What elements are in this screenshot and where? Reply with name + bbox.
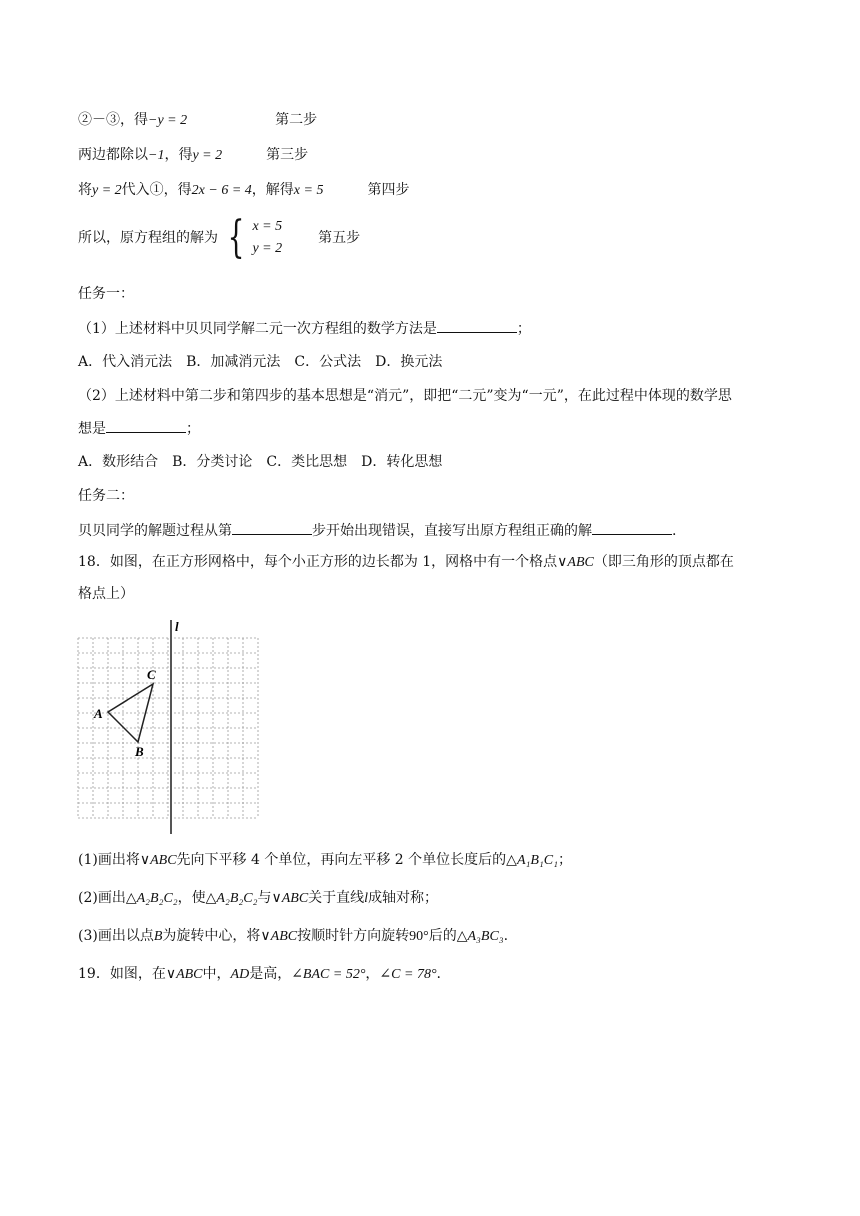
q19-c: 是高，: [249, 966, 292, 982]
answer-blank[interactable]: [232, 520, 312, 535]
task2-text-b: 步开始出现错误，直接写出原方程组正确的解: [312, 523, 592, 539]
q18-line2: 格点上）: [78, 586, 134, 602]
q18-sub1-result: △A₁B₁C₁: [506, 853, 558, 868]
answer-blank[interactable]: [437, 318, 517, 333]
answer-blank[interactable]: [106, 418, 186, 433]
step-three-text-a: 两边都除以: [78, 147, 148, 163]
q19-ad: AD: [230, 967, 250, 982]
q19-angle-bac: ∠BAC = 52°: [291, 967, 366, 982]
step-five-line: [78, 212, 361, 263]
q19-b: 中，: [202, 966, 231, 982]
system-row-2: y = 2: [252, 241, 283, 256]
q18-sub1: [78, 850, 572, 871]
q18-sub1-b: 先向下平移 4 个单位，再向左平移 2 个单位长度后的: [176, 852, 507, 868]
step-three-text-b: ，得: [164, 147, 193, 163]
task2-title: 任务二：: [78, 488, 134, 504]
task2-end: .: [672, 523, 677, 539]
step-three-math-a: −1: [148, 148, 165, 163]
step-two-text: ②－③，得: [78, 112, 148, 128]
step-four-math-b: 2x − 6 = 4: [191, 183, 252, 198]
q19-d: ，: [365, 966, 380, 982]
brace-symbol: {: [228, 212, 245, 263]
q18-triangle: ∨ABC: [557, 555, 594, 570]
q19-angle-c: ∠C = 78°: [379, 967, 437, 982]
q18-sub2-c: 与: [257, 890, 272, 906]
task1-q2-end: ；: [186, 421, 200, 437]
task1-q1-end: ；: [516, 321, 531, 337]
step-five-label: 第五步: [318, 230, 361, 246]
answer-blank[interactable]: [592, 520, 672, 535]
q18-sub3-result: △A₃BC₃: [456, 929, 504, 944]
step-four-math-c: x = 5: [293, 183, 324, 198]
step-four-line: [78, 180, 409, 201]
step-four-label: 第四步: [367, 182, 410, 198]
task1-q1: [78, 318, 531, 339]
q18-sub2-triangle: ∨ABC: [271, 891, 309, 906]
q19-a: 19．如图，在: [78, 966, 166, 982]
q19-end: .: [436, 966, 441, 982]
q19-triangle: ∨ABC: [165, 967, 203, 982]
q18-sub3-point-b: B: [153, 929, 163, 944]
grid-figure: [70, 612, 270, 837]
q18-sub3-end: .: [503, 928, 509, 944]
step-five-text: 所以，原方程组的解为: [78, 230, 218, 246]
task1-q1-options: A．代入消元法 B．加减消元法 C．公式法 D．换元法: [78, 354, 443, 370]
q18-sub2-line-l: l: [364, 891, 369, 906]
q18-sub2: [78, 888, 438, 909]
step-four-math-a: y = 2: [92, 183, 122, 198]
q18-text-end: （即三角形的顶点都在: [593, 554, 734, 570]
equation-system: [222, 212, 283, 263]
vertex-b-label: B: [135, 744, 144, 759]
task1-q2-line2: [78, 418, 200, 439]
task1-q1-text: （1）上述材料中贝贝同学解二元一次方程组的数学方法是: [78, 321, 437, 337]
step-three-line: [78, 145, 308, 166]
q19-line: [78, 964, 441, 985]
q18-line1: [78, 552, 734, 573]
task1-q2-options: A．数形结合 B．分类讨论 C．类比思想 D．转化思想: [78, 454, 443, 470]
task1-q2-text: 想是: [78, 421, 106, 437]
task2-question: [78, 520, 676, 541]
q18-sub2-result: △A₂B₂C₂: [125, 891, 178, 906]
vertex-c-label: C: [147, 667, 156, 682]
q18-sub2-e: 成轴对称；: [368, 890, 439, 906]
q18-sub3-d: 后的: [428, 928, 457, 944]
step-four-text-b: 代入①，得: [121, 182, 192, 198]
q18-sub2-result-2: △A₂B₂C₂: [205, 891, 258, 906]
task1-q2-line1: （2）上述材料中第二步和第四步的基本思想是“消元”，即把“二元”变为“一元”，在此过程中体现的数学思: [78, 388, 732, 404]
q18-text: 18．如图，在正方形网格中，每个小正方形的边长都为 1，网格中有一个格点: [78, 554, 558, 570]
step-three-label: 第三步: [266, 147, 309, 163]
q18-sub1-a: (1)画出将: [78, 852, 140, 868]
grid-lines: [78, 638, 258, 818]
q18-sub1-triangle: ∨ABC: [139, 853, 177, 868]
task1-title: 任务一：: [78, 286, 134, 302]
step-four-text-c: ，解得: [251, 182, 294, 198]
step-three-math-b: y = 2: [192, 148, 223, 163]
q18-sub3-c: 按顺时针方向旋转: [297, 928, 410, 944]
step-four-text-a: 将: [78, 182, 92, 198]
q18-sub2-b: ，使: [177, 890, 206, 906]
q18-sub3-a: (3)画出以点: [78, 928, 154, 944]
q18-sub3-degree: 90°: [409, 929, 429, 944]
q18-sub1-end: ；: [557, 852, 572, 868]
system-row-1: x = 5: [252, 219, 283, 234]
q18-sub3: [78, 926, 508, 947]
line-l-label: l: [175, 619, 179, 634]
q18-sub2-a: (2)画出: [78, 890, 126, 906]
step-two-line: [78, 110, 317, 131]
q18-sub3-b: 为旋转中心，将: [162, 928, 261, 944]
step-two-math: −y = 2: [148, 113, 188, 128]
step-two-label: 第二步: [275, 112, 318, 128]
vertex-a-label: A: [94, 706, 103, 721]
task2-text-a: 贝贝同学的解题过程从第: [78, 523, 232, 539]
q18-sub2-d: 关于直线: [308, 890, 365, 906]
q18-sub3-triangle: ∨ABC: [260, 929, 298, 944]
